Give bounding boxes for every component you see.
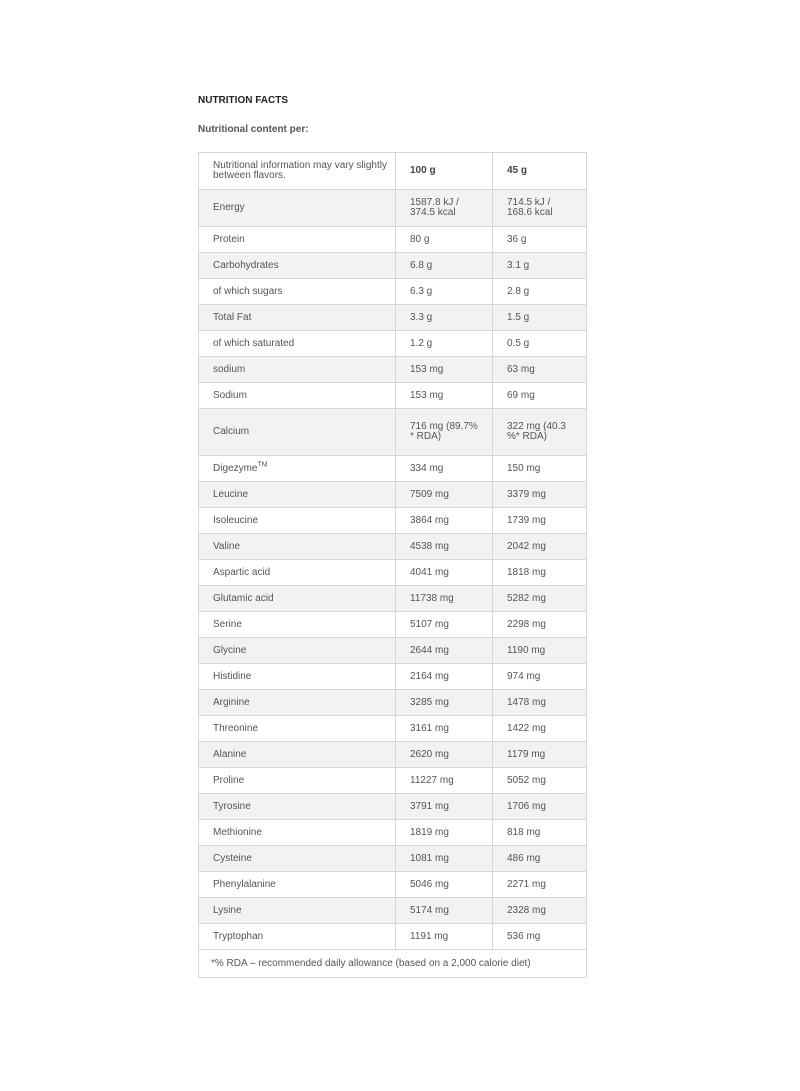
nutrient-name [199,305,396,331]
table-row [199,482,587,508]
nutrient-name [199,190,396,227]
nutrient-name [199,482,396,508]
value-per-45g: 5282 mg [493,586,587,612]
value-per-100g: 334 mg [396,456,493,482]
table-row [199,279,587,305]
nutrition-subtitle: Nutritional content per: [198,124,309,135]
value-per-45g: 69 mg [493,383,587,409]
value-per-100g: 3.3 g [396,305,493,331]
table-row [199,586,587,612]
value-per-45g: 150 mg [493,456,587,482]
value-per-100g: 5174 mg [396,898,493,924]
value-per-45g: 2328 mg [493,898,587,924]
value-per-45g: 322 mg (40.3 %* RDA) [493,409,587,456]
value-per-100g: 3161 mg [396,716,493,742]
table-row [199,612,587,638]
value-per-100g: 2620 mg [396,742,493,768]
nutrient-name [199,820,396,846]
table-row [199,305,587,331]
nutrient-name-text: Sodium [213,389,247,401]
value-per-100g: 4041 mg [396,560,493,586]
table-header-row [199,153,587,190]
table-row [199,872,587,898]
value-per-45g: 2271 mg [493,872,587,898]
value-per-45g: 486 mg [493,846,587,872]
nutrient-name-text: Total Fat [213,311,252,323]
table-row [199,508,587,534]
value-per-100g: 1819 mg [396,820,493,846]
nutrient-name-text: Serine [213,618,242,630]
rda-footnote: *% RDA – recommended daily allowance (based on a 2,000 calorie diet) [199,950,587,978]
nutrient-name [199,534,396,560]
nutrient-name-text: Glutamic acid [213,592,274,604]
nutrient-name [199,253,396,279]
nutrient-name-text: Digezyme [213,462,258,474]
value-per-45g: 36 g [493,227,587,253]
nutrient-name-text: Glycine [213,644,247,656]
table-row [199,456,587,482]
table-row [199,690,587,716]
nutrient-name [199,872,396,898]
nutrient-name-text: Proline [213,774,245,786]
nutrient-name [199,612,396,638]
nutrient-name [199,846,396,872]
nutrient-name [199,409,396,456]
table-row [199,846,587,872]
nutrient-name [199,690,396,716]
table-row [199,664,587,690]
value-per-45g: 1478 mg [493,690,587,716]
table-row [199,794,587,820]
nutrient-name-text: Arginine [213,696,250,708]
nutrient-name [199,768,396,794]
nutrient-name [199,898,396,924]
value-per-100g: 80 g [396,227,493,253]
value-per-100g: 3285 mg [396,690,493,716]
value-per-100g: 2644 mg [396,638,493,664]
value-per-100g: 6.8 g [396,253,493,279]
nutrient-name-text: Lysine [213,904,242,916]
nutrient-name-text: Alanine [213,748,247,760]
value-per-100g: 1191 mg [396,924,493,950]
nutrient-name-text: sodium [213,363,246,375]
value-per-45g: 974 mg [493,664,587,690]
value-per-100g: 1587.8 kJ / 374.5 kcal [396,190,493,227]
nutrition-table [198,152,587,978]
table-row [199,534,587,560]
nutrient-name [199,638,396,664]
table-row [199,331,587,357]
table-row [199,253,587,279]
nutrient-name-text: Threonine [213,722,259,734]
value-per-100g: 4538 mg [396,534,493,560]
value-per-45g: 3379 mg [493,482,587,508]
table-row [199,768,587,794]
nutrient-name-text: Aspartic acid [213,566,271,578]
table-row [199,898,587,924]
header-note: Nutritional information may vary slightly between flavors. [199,153,396,190]
nutrient-name [199,716,396,742]
nutrient-name [199,664,396,690]
value-per-100g: 7509 mg [396,482,493,508]
table-row [199,924,587,950]
table-row [199,716,587,742]
value-per-100g: 3791 mg [396,794,493,820]
nutrient-name-text: Leucine [213,488,249,500]
nutrient-name-text: Calcium [213,426,250,437]
value-per-45g: 1422 mg [493,716,587,742]
nutrient-name [199,742,396,768]
header-100g: 100 g [396,153,493,190]
value-per-45g: 536 mg [493,924,587,950]
value-per-100g: 11227 mg [396,768,493,794]
value-per-45g: 1739 mg [493,508,587,534]
value-per-100g: 5107 mg [396,612,493,638]
value-per-100g: 11738 mg [396,586,493,612]
table-row [199,820,587,846]
value-per-45g: 63 mg [493,357,587,383]
header-45g: 45 g [493,153,587,190]
nutrient-name [199,508,396,534]
value-per-45g: 818 mg [493,820,587,846]
value-per-45g: 0.5 g [493,331,587,357]
table-row [199,357,587,383]
table-row [199,409,587,456]
value-per-100g: 1081 mg [396,846,493,872]
nutrient-name-text: Isoleucine [213,514,259,526]
value-per-45g: 5052 mg [493,768,587,794]
nutrient-name-text: Tryptophan [213,930,264,942]
nutrient-name-text: Histidine [213,670,252,682]
table-row [199,227,587,253]
nutrient-name [199,586,396,612]
nutrient-name-text: Methionine [213,826,262,838]
value-per-100g: 6.3 g [396,279,493,305]
nutrient-name [199,227,396,253]
value-per-100g: 1.2 g [396,331,493,357]
value-per-45g: 714.5 kJ / 168.6 kcal [493,190,587,227]
table-row [199,742,587,768]
table-row [199,190,587,227]
value-per-100g: 153 mg [396,383,493,409]
table-row [199,383,587,409]
value-per-45g: 2.8 g [493,279,587,305]
nutrient-name [199,456,396,482]
value-per-45g: 1706 mg [493,794,587,820]
nutrient-name [199,924,396,950]
value-per-45g: 1179 mg [493,742,587,768]
nutrient-name-text: of which saturated [213,337,295,349]
page-title: NUTRITION FACTS [198,95,288,106]
nutrient-name-text: of which sugars [213,285,283,297]
nutrient-name [199,357,396,383]
nutrient-name [199,794,396,820]
nutrient-name [199,383,396,409]
value-per-45g: 2042 mg [493,534,587,560]
nutrient-name-text: Cysteine [213,852,252,864]
value-per-100g: 5046 mg [396,872,493,898]
nutrient-name [199,560,396,586]
value-per-100g: 2164 mg [396,664,493,690]
trademark-mark: TM [257,461,268,469]
value-per-100g: 3864 mg [396,508,493,534]
nutrient-name-text: Protein [213,233,245,245]
nutrient-name-text: Valine [213,540,241,552]
value-per-45g: 1190 mg [493,638,587,664]
nutrient-name-text: Energy [213,202,245,213]
nutrient-name [199,279,396,305]
value-per-45g: 2298 mg [493,612,587,638]
table-row [199,638,587,664]
nutrient-name [199,331,396,357]
value-per-45g: 3.1 g [493,253,587,279]
nutrient-name-text: Phenylalanine [213,878,276,890]
footnote-row [199,950,587,978]
value-per-45g: 1818 mg [493,560,587,586]
nutrient-name-text: Tyrosine [213,800,251,812]
value-per-100g: 153 mg [396,357,493,383]
table-row [199,560,587,586]
nutrient-name-text: Carbohydrates [213,259,279,271]
value-per-45g: 1.5 g [493,305,587,331]
value-per-100g: 716 mg (89.7% * RDA) [396,409,493,456]
